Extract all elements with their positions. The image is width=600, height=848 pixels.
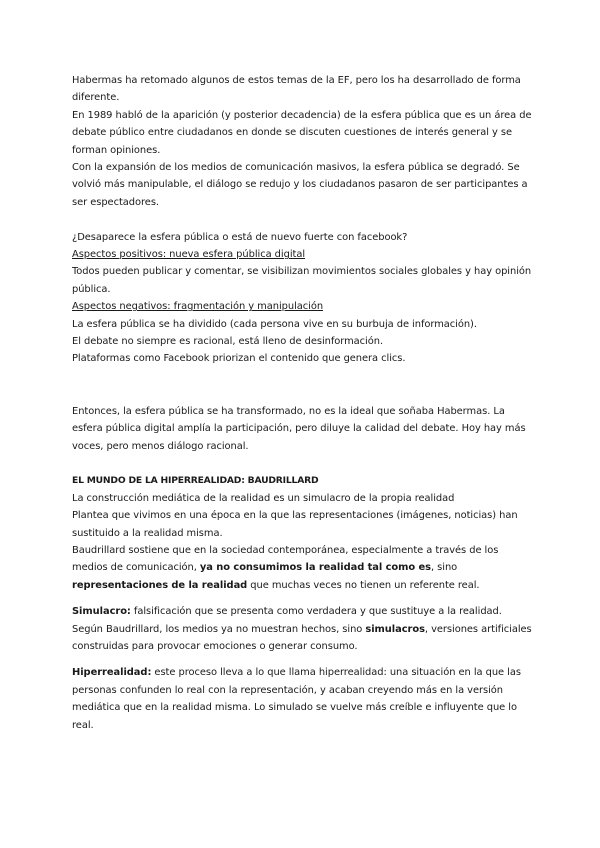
paragraph-hiperrealidad: [72, 664, 532, 734]
text-run: , sino: [431, 562, 458, 574]
paragraph-conclusion: Entonces, la esfera pública se ha transformado, no es la ideal que soñaba Habermas. La esfera pública digital amplía la participación, pero diluye la calidad del debate. Hoy hay más voces, pero menos diálogo racional.: [72, 405, 526, 452]
definition-hiperrealidad: este proceso lleva a lo que llama hiperrealidad: una situación en la que las personas confunden lo real con la representación, y acaban creyendo más en la versión mediática que en la realidad misma. Lo simulado se vuelve más creíble e influyente que lo real.: [72, 667, 521, 731]
bold-run: representaciones de la realidad: [72, 579, 248, 591]
heading-aspectos-negativos: Aspectos negativos: fragmentación y manipulación: [72, 301, 324, 313]
bold-run: ya no consumimos la realidad tal como es: [199, 562, 431, 574]
paragraph-medios-simulacros: [72, 621, 532, 656]
bold-run: simulacros: [365, 623, 425, 635]
paragraph-simulacro-intro: La construcción mediática de la realidad es un simulacro de la propia realidad: [72, 492, 455, 504]
definition-simulacro: falsificación que se presenta como verdadera y que sustituye a la realidad.: [130, 606, 502, 618]
paragraph-simulacro-definicion: [72, 603, 532, 620]
paragraph-baudrillard-sostiene: [72, 542, 532, 594]
term-hiperrealidad: Hiperrealidad:: [72, 667, 152, 679]
paragraph-degradacion: Con la expansión de los medios de comunicación masivos, la esfera pública se degradó. Se volvió más manipulable, el diálogo se redujo y los ciudadanos pasaron de ser participantes a ser espectadores.: [72, 162, 528, 208]
section-heading-baudrillard: EL MUNDO DE LA HIPERREALIDAD: BAUDRILLARD: [72, 475, 319, 487]
document-page: [72, 72, 532, 734]
heading-aspectos-positivos: Aspectos positivos: nueva esfera pública digital: [72, 249, 306, 261]
paragraph-negativo-1: La esfera pública se ha dividido (cada persona vive en su burbuja de información).: [72, 318, 477, 330]
question-facebook: ¿Desaparece la esfera pública o está de nuevo fuerte con facebook?: [72, 231, 408, 243]
paragraph-negativo-3: Plataformas como Facebook priorizan el contenido que genera clics.: [72, 353, 406, 365]
paragraph-negativo-2: El debate no siempre es racional, está lleno de desinformación.: [72, 336, 384, 348]
text-run: Baudrillard sostiene que en la sociedad contemporánea, especialmente a través de los medios de comunicación,: [72, 544, 499, 574]
term-simulacro: Simulacro:: [72, 606, 131, 618]
text-run: , versiones artificiales construidas para provocar emociones o generar consumo.: [72, 623, 532, 652]
paragraph-positivos: Todos pueden publicar y comentar, se visibilizan movimientos sociales globales y hay opinión pública.: [72, 266, 532, 295]
paragraph-esfera-publica: En 1989 habló de la aparición (y posterior decadencia) de la esfera pública que es un área de debate público entre ciudadanos en donde se discuten cuestiones de interés general y se forman opiniones.: [72, 109, 532, 156]
paragraph-habermas-intro: Habermas ha retomado algunos de estos temas de la EF, pero los ha desarrollado de forma diferente.: [72, 75, 521, 104]
text-run: Según Baudrillard, los medios ya no muestran hechos, sino: [72, 623, 366, 635]
text-run: que muchas veces no tienen un referente real.: [247, 579, 480, 591]
paragraph-representaciones: Plantea que vivimos en una época en la que las representaciones (imágenes, noticias) han sustituido a la realidad misma.: [72, 510, 518, 539]
